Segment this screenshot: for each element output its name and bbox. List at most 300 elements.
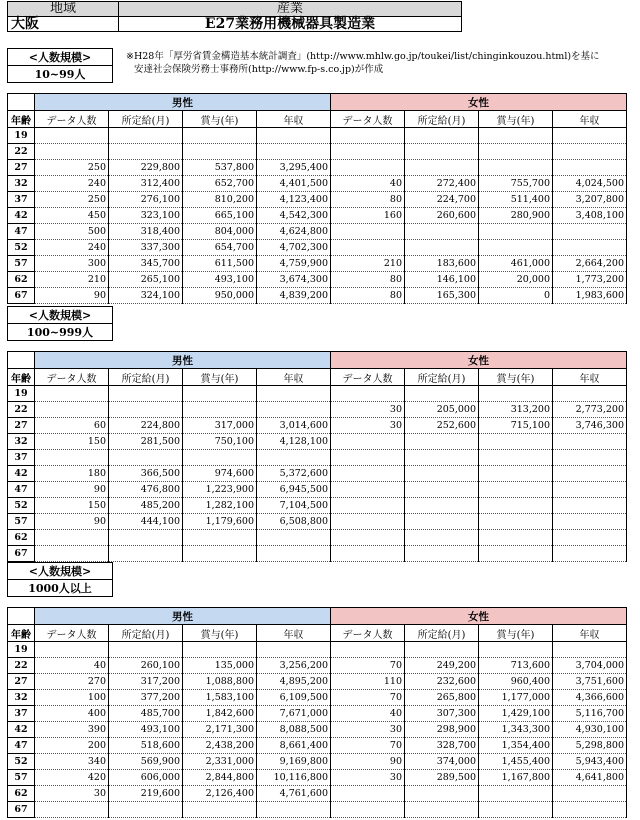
male-bonus-cell: 2,331,000	[183, 754, 257, 770]
male-annual-header: 年収	[257, 369, 331, 386]
female-count-cell: 30	[331, 722, 405, 738]
age-cell: 19	[8, 642, 35, 658]
table-row	[8, 144, 627, 160]
female-annual-header: 年収	[553, 369, 627, 386]
age-cell: 22	[8, 402, 35, 418]
female-bonus-cell	[479, 434, 553, 450]
female-annual-cell	[553, 786, 627, 802]
age-cell: 47	[8, 224, 35, 240]
male-annual-cell: 4,702,300	[257, 240, 331, 256]
male-bonus-cell: 1,842,600	[183, 706, 257, 722]
female-salary-cell: 260,600	[405, 208, 479, 224]
column-header-row	[8, 369, 627, 386]
size-label-box	[7, 562, 113, 597]
female-salary-cell	[405, 434, 479, 450]
female-bonus-cell: 1,167,800	[479, 770, 553, 786]
female-salary-cell: 328,700	[405, 738, 479, 754]
male-count-header: データ人数	[35, 111, 109, 128]
male-bonus-cell: 135,000	[183, 658, 257, 674]
female-bonus-cell: 280,900	[479, 208, 553, 224]
female-bonus-cell: 511,400	[479, 192, 553, 208]
female-count-cell	[331, 160, 405, 176]
female-salary-cell	[405, 530, 479, 546]
male-annual-cell: 4,542,300	[257, 208, 331, 224]
female-count-cell: 90	[331, 754, 405, 770]
male-count-cell: 100	[35, 690, 109, 706]
age-cell: 32	[8, 690, 35, 706]
female-salary-cell: 183,600	[405, 256, 479, 272]
female-count-cell	[331, 546, 405, 562]
table-row	[8, 770, 627, 786]
gender-header-row	[8, 352, 627, 369]
male-count-cell: 150	[35, 498, 109, 514]
table-row	[8, 658, 627, 674]
age-cell: 52	[8, 498, 35, 514]
female-annual-cell: 2,773,200	[553, 402, 627, 418]
male-salary-cell: 276,100	[109, 192, 183, 208]
female-bonus-cell: 313,200	[479, 402, 553, 418]
female-annual-cell	[553, 642, 627, 658]
age-cell: 19	[8, 128, 35, 144]
male-annual-cell	[257, 144, 331, 160]
female-bonus-cell	[479, 546, 553, 562]
female-annual-cell: 3,704,000	[553, 658, 627, 674]
female-annual-cell: 1,773,200	[553, 272, 627, 288]
female-annual-cell	[553, 802, 627, 818]
size-section	[7, 306, 627, 562]
female-annual-cell	[553, 498, 627, 514]
female-count-cell: 40	[331, 706, 405, 722]
female-count-cell	[331, 482, 405, 498]
male-bonus-cell	[183, 450, 257, 466]
age-header: 年齢	[8, 625, 35, 642]
male-salary-cell: 260,100	[109, 658, 183, 674]
female-count-cell	[331, 224, 405, 240]
female-bonus-cell	[479, 144, 553, 160]
table-row	[8, 240, 627, 256]
male-salary-cell	[109, 402, 183, 418]
salary-table	[7, 351, 627, 562]
source-note-line-1: ※H28年「厚労省賃金構造基本統計調査」(http://www.mhlw.go.jp/toukei/list/chinginkouzou.html)を基に	[126, 51, 600, 62]
table-row	[8, 514, 627, 530]
female-count-cell	[331, 144, 405, 160]
female-bonus-cell	[479, 128, 553, 144]
female-annual-cell: 3,746,300	[553, 418, 627, 434]
gender-header-row	[8, 608, 627, 625]
male-annual-header: 年収	[257, 625, 331, 642]
male-bonus-cell: 1,583,100	[183, 690, 257, 706]
age-cell: 37	[8, 450, 35, 466]
age-cell: 62	[8, 272, 35, 288]
male-salary-cell: 345,700	[109, 256, 183, 272]
female-salary-cell: 289,500	[405, 770, 479, 786]
female-salary-cell	[405, 642, 479, 658]
female-annual-cell	[553, 482, 627, 498]
female-annual-cell: 3,408,100	[553, 208, 627, 224]
male-header: 男性	[35, 352, 331, 369]
table-row	[8, 256, 627, 272]
female-annual-cell: 4,641,800	[553, 770, 627, 786]
male-annual-cell: 10,116,800	[257, 770, 331, 786]
female-salary-header: 所定給(月)	[405, 369, 479, 386]
male-bonus-cell: 1,179,600	[183, 514, 257, 530]
female-bonus-cell: 1,354,400	[479, 738, 553, 754]
header-table	[7, 1, 462, 32]
age-cell: 57	[8, 256, 35, 272]
male-annual-cell	[257, 546, 331, 562]
female-annual-cell: 5,298,800	[553, 738, 627, 754]
table-row	[8, 754, 627, 770]
female-count-cell	[331, 434, 405, 450]
table-row	[8, 546, 627, 562]
male-count-cell: 30	[35, 786, 109, 802]
female-bonus-cell: 960,400	[479, 674, 553, 690]
female-salary-cell	[405, 482, 479, 498]
female-bonus-header: 賞与(年)	[479, 111, 553, 128]
male-annual-cell: 4,839,200	[257, 288, 331, 304]
female-annual-cell: 5,116,700	[553, 706, 627, 722]
female-bonus-cell	[479, 240, 553, 256]
male-count-cell: 180	[35, 466, 109, 482]
table-row	[8, 802, 627, 818]
male-salary-cell: 337,300	[109, 240, 183, 256]
region-label: 地域	[8, 2, 119, 17]
male-count-cell: 40	[35, 658, 109, 674]
female-salary-cell: 249,200	[405, 658, 479, 674]
female-salary-cell	[405, 466, 479, 482]
female-count-cell: 110	[331, 674, 405, 690]
male-annual-cell	[257, 450, 331, 466]
age-cell: 67	[8, 802, 35, 818]
age-header-blank	[8, 352, 35, 369]
table-row	[8, 674, 627, 690]
male-bonus-cell	[183, 642, 257, 658]
male-salary-cell: 485,700	[109, 706, 183, 722]
male-count-cell: 150	[35, 434, 109, 450]
male-bonus-cell: 2,126,400	[183, 786, 257, 802]
male-salary-cell: 224,800	[109, 418, 183, 434]
male-bonus-cell: 537,800	[183, 160, 257, 176]
male-count-cell: 340	[35, 754, 109, 770]
age-cell: 37	[8, 192, 35, 208]
male-bonus-cell: 1,088,800	[183, 674, 257, 690]
table-row	[8, 482, 627, 498]
male-bonus-cell: 2,438,200	[183, 738, 257, 754]
female-annual-cell	[553, 240, 627, 256]
female-salary-cell	[405, 514, 479, 530]
male-salary-cell	[109, 450, 183, 466]
female-bonus-cell: 1,343,300	[479, 722, 553, 738]
female-salary-cell	[405, 546, 479, 562]
table-row	[8, 418, 627, 434]
male-count-cell: 420	[35, 770, 109, 786]
male-count-cell: 90	[35, 482, 109, 498]
female-bonus-cell	[479, 530, 553, 546]
female-count-cell	[331, 642, 405, 658]
column-header-row	[8, 111, 627, 128]
age-cell: 42	[8, 208, 35, 224]
male-salary-header: 所定給(月)	[109, 625, 183, 642]
female-count-cell: 30	[331, 402, 405, 418]
male-annual-cell	[257, 642, 331, 658]
male-count-cell: 210	[35, 272, 109, 288]
female-annual-cell	[553, 144, 627, 160]
table-row	[8, 530, 627, 546]
female-salary-cell: 252,600	[405, 418, 479, 434]
male-bonus-cell	[183, 530, 257, 546]
male-salary-cell	[109, 386, 183, 402]
female-annual-cell: 1,983,600	[553, 288, 627, 304]
male-salary-cell: 606,000	[109, 770, 183, 786]
male-header: 男性	[35, 94, 331, 111]
table-row	[8, 208, 627, 224]
female-annual-cell	[553, 450, 627, 466]
male-annual-cell: 7,671,000	[257, 706, 331, 722]
male-salary-cell: 493,100	[109, 722, 183, 738]
female-count-cell: 80	[331, 192, 405, 208]
size-value: 100~999人	[8, 324, 113, 341]
male-bonus-cell	[183, 802, 257, 818]
female-bonus-header: 賞与(年)	[479, 369, 553, 386]
female-bonus-header: 賞与(年)	[479, 625, 553, 642]
male-annual-cell: 4,401,500	[257, 176, 331, 192]
female-bonus-cell	[479, 466, 553, 482]
male-header: 男性	[35, 608, 331, 625]
male-count-cell	[35, 530, 109, 546]
size-section	[7, 48, 627, 304]
female-count-cell	[331, 128, 405, 144]
table-row	[8, 176, 627, 192]
table-row	[8, 128, 627, 144]
female-count-cell	[331, 498, 405, 514]
age-cell: 27	[8, 674, 35, 690]
male-count-cell	[35, 386, 109, 402]
female-bonus-cell	[479, 642, 553, 658]
female-bonus-cell: 1,455,400	[479, 754, 553, 770]
size-title: <人数規模>	[8, 49, 113, 66]
size-value: 1000人以上	[8, 580, 113, 597]
male-annual-cell	[257, 802, 331, 818]
female-salary-cell	[405, 386, 479, 402]
male-bonus-cell: 611,500	[183, 256, 257, 272]
male-salary-cell: 312,400	[109, 176, 183, 192]
female-count-cell	[331, 802, 405, 818]
female-salary-cell	[405, 786, 479, 802]
table-row	[8, 192, 627, 208]
male-salary-cell: 229,800	[109, 160, 183, 176]
male-salary-cell: 265,100	[109, 272, 183, 288]
female-bonus-cell: 20,000	[479, 272, 553, 288]
male-salary-cell: 366,500	[109, 466, 183, 482]
female-count-header: データ人数	[331, 625, 405, 642]
industry-label: 産業	[119, 2, 462, 17]
table-row	[8, 272, 627, 288]
table-row	[8, 722, 627, 738]
female-count-cell: 30	[331, 418, 405, 434]
male-salary-cell: 444,100	[109, 514, 183, 530]
male-annual-cell: 4,759,900	[257, 256, 331, 272]
female-bonus-cell: 461,000	[479, 256, 553, 272]
female-bonus-cell	[479, 160, 553, 176]
table-row	[8, 450, 627, 466]
male-annual-header: 年収	[257, 111, 331, 128]
male-annual-cell: 3,295,400	[257, 160, 331, 176]
male-count-cell	[35, 402, 109, 418]
age-cell: 32	[8, 176, 35, 192]
female-header: 女性	[331, 94, 627, 111]
male-bonus-header: 賞与(年)	[183, 625, 257, 642]
male-annual-cell: 4,895,200	[257, 674, 331, 690]
male-salary-cell	[109, 642, 183, 658]
male-bonus-cell: 950,000	[183, 288, 257, 304]
age-cell: 22	[8, 144, 35, 160]
size-title: <人数規模>	[8, 307, 113, 324]
salary-table	[7, 93, 627, 304]
gender-header-row	[8, 94, 627, 111]
female-annual-cell	[553, 224, 627, 240]
female-bonus-cell	[479, 786, 553, 802]
male-bonus-cell	[183, 546, 257, 562]
male-count-cell	[35, 450, 109, 466]
female-count-cell: 160	[331, 208, 405, 224]
age-cell: 67	[8, 288, 35, 304]
male-salary-cell	[109, 144, 183, 160]
female-header: 女性	[331, 352, 627, 369]
female-bonus-cell	[479, 498, 553, 514]
male-count-cell: 250	[35, 192, 109, 208]
age-cell: 37	[8, 706, 35, 722]
male-count-cell: 250	[35, 160, 109, 176]
column-header-row	[8, 625, 627, 642]
table-row	[8, 288, 627, 304]
female-annual-header: 年収	[553, 625, 627, 642]
male-bonus-cell: 652,700	[183, 176, 257, 192]
table-row	[8, 738, 627, 754]
age-header-blank	[8, 608, 35, 625]
female-annual-cell: 3,751,600	[553, 674, 627, 690]
table-row	[8, 386, 627, 402]
male-annual-cell	[257, 402, 331, 418]
female-count-cell	[331, 386, 405, 402]
male-salary-cell: 323,100	[109, 208, 183, 224]
male-bonus-cell: 654,700	[183, 240, 257, 256]
male-salary-cell: 281,500	[109, 434, 183, 450]
age-cell: 32	[8, 434, 35, 450]
male-bonus-header: 賞与(年)	[183, 369, 257, 386]
female-salary-cell: 224,700	[405, 192, 479, 208]
age-cell: 62	[8, 530, 35, 546]
male-salary-cell: 485,200	[109, 498, 183, 514]
table-row	[8, 498, 627, 514]
male-salary-cell: 518,600	[109, 738, 183, 754]
male-annual-cell: 6,945,500	[257, 482, 331, 498]
female-bonus-cell	[479, 514, 553, 530]
female-count-cell: 70	[331, 690, 405, 706]
female-annual-cell: 4,930,100	[553, 722, 627, 738]
female-annual-cell: 4,366,600	[553, 690, 627, 706]
table-row	[8, 466, 627, 482]
female-bonus-cell: 1,177,000	[479, 690, 553, 706]
male-salary-cell	[109, 530, 183, 546]
female-bonus-cell: 713,600	[479, 658, 553, 674]
female-salary-cell: 307,300	[405, 706, 479, 722]
male-count-cell: 90	[35, 514, 109, 530]
female-salary-cell: 272,400	[405, 176, 479, 192]
female-salary-cell	[405, 224, 479, 240]
female-annual-cell	[553, 466, 627, 482]
male-salary-cell: 476,800	[109, 482, 183, 498]
female-bonus-cell	[479, 450, 553, 466]
table-row	[8, 160, 627, 176]
male-bonus-cell: 493,100	[183, 272, 257, 288]
female-salary-cell: 232,600	[405, 674, 479, 690]
male-count-cell: 240	[35, 240, 109, 256]
female-salary-cell: 165,300	[405, 288, 479, 304]
male-bonus-cell: 1,282,100	[183, 498, 257, 514]
male-salary-cell: 569,900	[109, 754, 183, 770]
male-annual-cell: 3,014,600	[257, 418, 331, 434]
female-count-cell	[331, 450, 405, 466]
male-annual-cell: 4,624,800	[257, 224, 331, 240]
male-annual-cell: 7,104,500	[257, 498, 331, 514]
male-bonus-cell: 2,844,800	[183, 770, 257, 786]
female-bonus-cell	[479, 802, 553, 818]
female-annual-cell	[553, 160, 627, 176]
female-annual-cell	[553, 128, 627, 144]
female-annual-cell	[553, 514, 627, 530]
female-count-header: データ人数	[331, 111, 405, 128]
female-salary-cell	[405, 802, 479, 818]
male-count-cell: 390	[35, 722, 109, 738]
age-cell: 42	[8, 722, 35, 738]
female-salary-cell	[405, 160, 479, 176]
male-count-cell: 240	[35, 176, 109, 192]
male-bonus-cell: 2,171,300	[183, 722, 257, 738]
female-bonus-cell	[479, 386, 553, 402]
female-count-cell: 80	[331, 288, 405, 304]
male-bonus-cell: 665,100	[183, 208, 257, 224]
source-note-line-2: 安達社会保険労務士事務所(http://www.fp-s.co.jp)が作成	[134, 64, 384, 75]
female-count-cell	[331, 466, 405, 482]
male-annual-cell	[257, 530, 331, 546]
female-bonus-cell: 755,700	[479, 176, 553, 192]
male-bonus-cell: 974,600	[183, 466, 257, 482]
age-cell: 52	[8, 240, 35, 256]
age-cell: 57	[8, 770, 35, 786]
male-annual-cell: 5,372,600	[257, 466, 331, 482]
female-salary-cell	[405, 450, 479, 466]
female-annual-cell	[553, 434, 627, 450]
female-annual-header: 年収	[553, 111, 627, 128]
male-bonus-cell: 317,000	[183, 418, 257, 434]
male-bonus-cell	[183, 128, 257, 144]
male-salary-cell: 317,200	[109, 674, 183, 690]
female-count-cell	[331, 786, 405, 802]
male-salary-cell: 219,600	[109, 786, 183, 802]
female-bonus-cell: 715,100	[479, 418, 553, 434]
female-count-cell: 40	[331, 176, 405, 192]
size-value: 10~99人	[8, 66, 113, 83]
age-cell: 47	[8, 738, 35, 754]
male-annual-cell	[257, 386, 331, 402]
female-count-header: データ人数	[331, 369, 405, 386]
male-count-cell: 60	[35, 418, 109, 434]
female-annual-cell: 2,664,200	[553, 256, 627, 272]
table-row	[8, 642, 627, 658]
female-count-cell: 30	[331, 770, 405, 786]
male-salary-cell	[109, 802, 183, 818]
male-annual-cell: 9,169,800	[257, 754, 331, 770]
